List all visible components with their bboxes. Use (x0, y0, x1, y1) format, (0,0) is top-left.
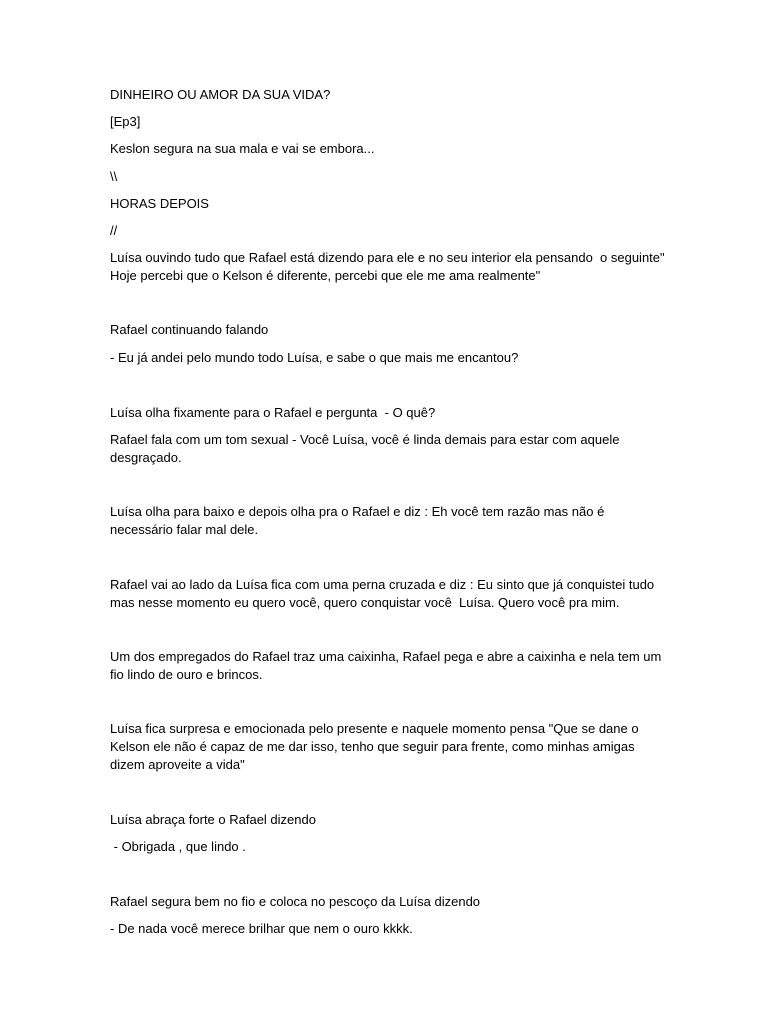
episode-label: [Ep3] (110, 114, 141, 129)
paragraph: Luísa olha para baixo e depois olha pra o Rafael e diz : Eh você tem razão mas não é necessário falar mal dele. (110, 504, 608, 537)
paragraph: Rafael vai ao lado da Luísa fica com uma perna cruzada e diz : Eu sinto que já conquistei tudo mas nesse momento eu quero você, quero conquistar você Luísa. Quero você pra mim. (110, 577, 658, 610)
separator-line: \\ (110, 169, 118, 184)
dialogue-line: - Eu já andei pelo mundo todo Luísa, e sabe o que mais me encantou? (110, 350, 519, 365)
document-title: DINHEIRO OU AMOR DA SUA VIDA? (110, 87, 331, 102)
paragraph: Rafael continuando falando (110, 322, 269, 337)
dialogue-line: - De nada você merece brilhar que nem o ouro kkkk. (110, 921, 413, 936)
paragraph: Keslon segura na sua mala e vai se embora... (110, 141, 375, 156)
dialogue-line: - Obrigada , que lindo . (110, 839, 246, 854)
paragraph: Rafael fala com um tom sexual - Você Luísa, você é linda demais para estar com aquele desgraçado. (110, 432, 624, 465)
paragraph: Rafael segura bem no fio e coloca no pescoço da Luísa dizendo (110, 894, 481, 909)
paragraph: Luísa ouvindo tudo que Rafael está dizendo para ele e no seu interior ela pensando o seguinte" Hoje percebi que o Kelson é diferente, percebi que ele me ama realmente" (110, 250, 669, 283)
paragraph: Luísa olha fixamente para o Rafael e pergunta - O quê? (110, 405, 436, 420)
scene-heading: HORAS DEPOIS (110, 196, 209, 211)
separator-line: // (110, 223, 118, 238)
paragraph: Luísa abraça forte o Rafael dizendo (110, 812, 316, 827)
paragraph: Luísa fica surpresa e emocionada pelo presente e naquele momento pensa "Que se dane o Kelson ele não é capaz de me dar isso, tenho que seguir para frente, como minhas amigas dizem aproveite a vida" (110, 721, 643, 772)
paragraph: Um dos empregados do Rafael traz uma caixinha, Rafael pega e abre a caixinha e nela tem um fio lindo de ouro e brincos. (110, 649, 665, 682)
